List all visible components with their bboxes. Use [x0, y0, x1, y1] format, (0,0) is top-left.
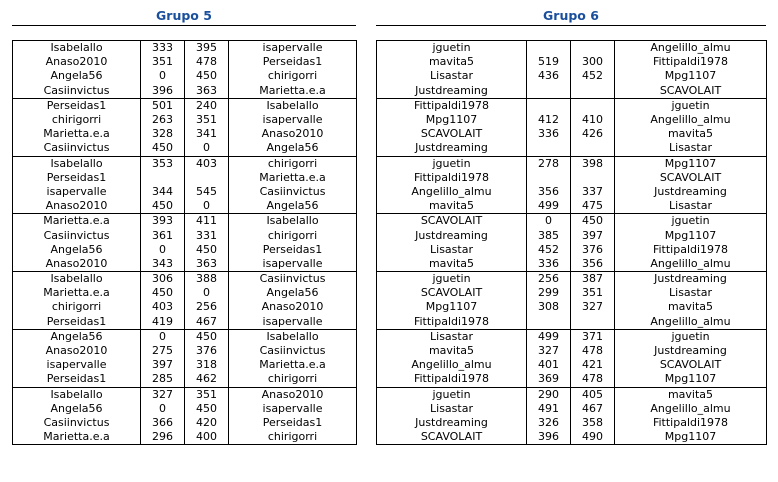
matches-table [376, 40, 767, 445]
match-row [13, 430, 357, 445]
away-score: 450 [185, 243, 229, 257]
home-score: 336 [527, 127, 571, 141]
away-score: 403 [185, 156, 229, 171]
home-player: Lisastar [377, 69, 527, 83]
home-player: mavita5 [377, 55, 527, 69]
home-score: 351 [141, 55, 185, 69]
away-score: 358 [571, 416, 615, 430]
home-player: Fittipaldi1978 [377, 171, 527, 185]
match-row [377, 243, 767, 257]
away-player: Mpg1107 [615, 69, 767, 83]
home-player: SCAVOLAIT [377, 286, 527, 300]
away-player: Isabelallo [229, 98, 357, 113]
match-row [13, 300, 357, 314]
match-row [377, 272, 767, 287]
home-score: 450 [141, 141, 185, 156]
home-score [141, 171, 185, 185]
away-player: Lisastar [615, 286, 767, 300]
home-player: Anaso2010 [13, 344, 141, 358]
away-player: mavita5 [615, 300, 767, 314]
match-row [377, 358, 767, 372]
away-player: chirigorri [229, 156, 357, 171]
away-score: 398 [571, 156, 615, 171]
away-score [571, 84, 615, 99]
away-player: SCAVOLAIT [615, 358, 767, 372]
home-player: chirigorri [13, 300, 141, 314]
home-score: 353 [141, 156, 185, 171]
match-row [13, 55, 357, 69]
home-score [527, 41, 571, 56]
away-score: 356 [571, 257, 615, 272]
away-score: 405 [571, 387, 615, 402]
match-row [13, 84, 357, 99]
match-row [377, 257, 767, 272]
home-score: 343 [141, 257, 185, 272]
home-player: SCAVOLAIT [377, 214, 527, 229]
home-player: Fittipaldi1978 [377, 315, 527, 330]
home-player: Casiinvictus [13, 228, 141, 242]
home-player: jguetin [377, 156, 527, 171]
away-score: 450 [185, 69, 229, 83]
home-score: 263 [141, 113, 185, 127]
home-score: 385 [527, 228, 571, 242]
home-score: 419 [141, 315, 185, 330]
match-row [13, 171, 357, 185]
away-player: Casiinvictus [229, 272, 357, 287]
away-score: 467 [185, 315, 229, 330]
home-player: Anaso2010 [13, 55, 141, 69]
home-score [527, 315, 571, 330]
home-player: Angela56 [13, 402, 141, 416]
home-player: Anaso2010 [13, 199, 141, 214]
away-player: Angelillo_almu [615, 315, 767, 330]
home-score: 299 [527, 286, 571, 300]
home-score: 278 [527, 156, 571, 171]
match-row [13, 243, 357, 257]
home-score: 275 [141, 344, 185, 358]
home-score: 344 [141, 185, 185, 199]
away-score: 400 [185, 430, 229, 445]
home-score: 256 [527, 272, 571, 287]
away-score: 0 [185, 199, 229, 214]
away-score [571, 41, 615, 56]
match-row [13, 214, 357, 229]
away-player: Fittipaldi1978 [615, 55, 767, 69]
away-player: Anaso2010 [229, 127, 357, 141]
away-player: chirigorri [229, 430, 357, 445]
home-player: Isabelallo [13, 41, 141, 56]
away-player: Angelillo_almu [615, 402, 767, 416]
home-score: 501 [141, 98, 185, 113]
match-row [13, 141, 357, 156]
home-score: 401 [527, 358, 571, 372]
group-title: Grupo 5 [156, 8, 212, 23]
home-player: Lisastar [377, 329, 527, 344]
home-score: 290 [527, 387, 571, 402]
home-score: 336 [527, 257, 571, 272]
away-player: Casiinvictus [229, 344, 357, 358]
away-player: Angelillo_almu [615, 41, 767, 56]
away-player: Marietta.e.a [229, 171, 357, 185]
match-row [377, 41, 767, 56]
away-score: 387 [571, 272, 615, 287]
match-row [13, 113, 357, 127]
home-player: jguetin [377, 41, 527, 56]
home-player: mavita5 [377, 257, 527, 272]
away-score: 300 [571, 55, 615, 69]
away-score: 371 [571, 329, 615, 344]
away-score: 318 [185, 358, 229, 372]
home-score: 450 [141, 286, 185, 300]
home-score: 499 [527, 329, 571, 344]
home-score: 396 [141, 84, 185, 99]
home-player: Perseidas1 [13, 98, 141, 113]
away-player: isapervalle [229, 315, 357, 330]
match-row [13, 228, 357, 242]
away-score: 462 [185, 372, 229, 387]
match-row [377, 156, 767, 171]
away-score: 376 [571, 243, 615, 257]
away-score: 351 [185, 387, 229, 402]
away-player: Perseidas1 [229, 243, 357, 257]
match-row [377, 286, 767, 300]
title-divider [12, 25, 356, 26]
title-divider [376, 25, 766, 26]
away-score: 426 [571, 127, 615, 141]
home-score: 0 [527, 214, 571, 229]
match-row [13, 387, 357, 402]
match-row [13, 358, 357, 372]
home-score: 436 [527, 69, 571, 83]
match-row [13, 315, 357, 330]
match-row [377, 315, 767, 330]
home-player: Fittipaldi1978 [377, 372, 527, 387]
match-row [377, 329, 767, 344]
home-score [527, 84, 571, 99]
away-score: 388 [185, 272, 229, 287]
away-player: Marietta.e.a [229, 358, 357, 372]
away-player: chirigorri [229, 69, 357, 83]
home-score: 333 [141, 41, 185, 56]
home-score: 452 [527, 243, 571, 257]
away-player: Isabelallo [229, 214, 357, 229]
away-player: isapervalle [229, 41, 357, 56]
away-player: Mpg1107 [615, 430, 767, 445]
away-player: Mpg1107 [615, 156, 767, 171]
match-row [377, 98, 767, 113]
away-player: Lisastar [615, 141, 767, 156]
away-score: 256 [185, 300, 229, 314]
home-player: Marietta.e.a [13, 286, 141, 300]
away-player: Angela56 [229, 141, 357, 156]
away-score [185, 171, 229, 185]
match-row [13, 402, 357, 416]
match-row [13, 329, 357, 344]
away-player: Casiinvictus [229, 185, 357, 199]
home-score: 0 [141, 329, 185, 344]
away-score: 337 [571, 185, 615, 199]
away-score: 410 [571, 113, 615, 127]
home-player: isapervalle [13, 185, 141, 199]
away-player: chirigorri [229, 372, 357, 387]
away-score: 327 [571, 300, 615, 314]
away-player: isapervalle [229, 113, 357, 127]
away-player: Marietta.e.a [229, 84, 357, 99]
home-player: Angelillo_almu [377, 358, 527, 372]
match-row [377, 387, 767, 402]
home-player: Casiinvictus [13, 141, 141, 156]
home-score [527, 98, 571, 113]
home-player: Anaso2010 [13, 257, 141, 272]
home-player: Isabelallo [13, 156, 141, 171]
home-player: SCAVOLAIT [377, 127, 527, 141]
home-player: Lisastar [377, 402, 527, 416]
home-player: mavita5 [377, 344, 527, 358]
home-player: Perseidas1 [13, 372, 141, 387]
match-row [13, 69, 357, 83]
away-player: Anaso2010 [229, 300, 357, 314]
away-score: 363 [185, 257, 229, 272]
matches-table [12, 40, 357, 445]
home-player: Justdreaming [377, 228, 527, 242]
away-player: SCAVOLAIT [615, 84, 767, 99]
away-score [571, 171, 615, 185]
home-score: 366 [141, 416, 185, 430]
match-row [13, 257, 357, 272]
match-row [377, 214, 767, 229]
home-player: Casiinvictus [13, 84, 141, 99]
away-score: 450 [571, 214, 615, 229]
match-row [377, 300, 767, 314]
home-player: Mpg1107 [377, 300, 527, 314]
match-row [13, 199, 357, 214]
match-row [13, 416, 357, 430]
away-score: 420 [185, 416, 229, 430]
away-player: Justdreaming [615, 185, 767, 199]
away-score: 240 [185, 98, 229, 113]
home-score: 397 [141, 358, 185, 372]
away-score: 376 [185, 344, 229, 358]
match-row [13, 372, 357, 387]
home-player: SCAVOLAIT [377, 430, 527, 445]
away-player: jguetin [615, 98, 767, 113]
match-row [377, 228, 767, 242]
away-score: 475 [571, 199, 615, 214]
home-score: 0 [141, 243, 185, 257]
away-player: jguetin [615, 214, 767, 229]
away-player: isapervalle [229, 257, 357, 272]
match-row [377, 127, 767, 141]
match-row [13, 98, 357, 113]
home-player: chirigorri [13, 113, 141, 127]
home-player: jguetin [377, 272, 527, 287]
away-player: SCAVOLAIT [615, 171, 767, 185]
away-player: Justdreaming [615, 272, 767, 287]
home-score: 0 [141, 69, 185, 83]
away-score: 490 [571, 430, 615, 445]
away-score: 478 [571, 372, 615, 387]
away-score: 450 [185, 402, 229, 416]
home-score: 393 [141, 214, 185, 229]
home-player: Marietta.e.a [13, 127, 141, 141]
away-player: Fittipaldi1978 [615, 416, 767, 430]
home-score: 403 [141, 300, 185, 314]
home-score: 491 [527, 402, 571, 416]
away-player: jguetin [615, 329, 767, 344]
home-score: 296 [141, 430, 185, 445]
home-score: 285 [141, 372, 185, 387]
home-player: isapervalle [13, 358, 141, 372]
match-row [13, 185, 357, 199]
home-player: Angela56 [13, 69, 141, 83]
home-player: Marietta.e.a [13, 430, 141, 445]
home-score: 450 [141, 199, 185, 214]
away-score: 351 [571, 286, 615, 300]
away-score: 467 [571, 402, 615, 416]
away-player: Mpg1107 [615, 228, 767, 242]
away-score: 452 [571, 69, 615, 83]
away-score: 478 [571, 344, 615, 358]
away-player: isapervalle [229, 402, 357, 416]
home-player: mavita5 [377, 199, 527, 214]
match-row [13, 41, 357, 56]
home-player: Perseidas1 [13, 171, 141, 185]
home-score [527, 141, 571, 156]
match-row [377, 55, 767, 69]
home-player: Justdreaming [377, 416, 527, 430]
away-score: 450 [185, 329, 229, 344]
match-row [377, 402, 767, 416]
away-score: 395 [185, 41, 229, 56]
away-score: 545 [185, 185, 229, 199]
match-row [377, 113, 767, 127]
away-score [571, 141, 615, 156]
match-row [377, 171, 767, 185]
home-score: 327 [527, 344, 571, 358]
home-player: Fittipaldi1978 [377, 98, 527, 113]
away-score: 341 [185, 127, 229, 141]
group-title: Grupo 6 [543, 8, 599, 23]
match-row [13, 272, 357, 287]
away-player: Fittipaldi1978 [615, 243, 767, 257]
home-player: Isabelallo [13, 387, 141, 402]
home-score: 327 [141, 387, 185, 402]
away-player: Angelillo_almu [615, 257, 767, 272]
away-score: 0 [185, 286, 229, 300]
home-score: 412 [527, 113, 571, 127]
away-player: Lisastar [615, 199, 767, 214]
home-score: 361 [141, 228, 185, 242]
away-score: 411 [185, 214, 229, 229]
home-player: Angelillo_almu [377, 185, 527, 199]
home-player: Marietta.e.a [13, 214, 141, 229]
away-player: mavita5 [615, 387, 767, 402]
away-score: 331 [185, 228, 229, 242]
match-row [377, 430, 767, 445]
match-row [13, 286, 357, 300]
away-score [571, 315, 615, 330]
away-score [571, 98, 615, 113]
home-score: 396 [527, 430, 571, 445]
match-row [13, 156, 357, 171]
home-score [527, 171, 571, 185]
home-score: 519 [527, 55, 571, 69]
home-score: 369 [527, 372, 571, 387]
home-player: Isabelallo [13, 272, 141, 287]
home-player: Angela56 [13, 329, 141, 344]
away-player: Perseidas1 [229, 55, 357, 69]
home-player: Casiinvictus [13, 416, 141, 430]
home-score: 306 [141, 272, 185, 287]
away-player: Angela56 [229, 199, 357, 214]
match-row [377, 69, 767, 83]
away-player: Anaso2010 [229, 387, 357, 402]
away-player: Justdreaming [615, 344, 767, 358]
home-player: Perseidas1 [13, 315, 141, 330]
match-row [377, 141, 767, 156]
match-row [377, 84, 767, 99]
away-score: 351 [185, 113, 229, 127]
away-player: chirigorri [229, 228, 357, 242]
home-player: Mpg1107 [377, 113, 527, 127]
away-player: Mpg1107 [615, 372, 767, 387]
match-row [377, 372, 767, 387]
home-player: Lisastar [377, 243, 527, 257]
away-score: 478 [185, 55, 229, 69]
home-score: 328 [141, 127, 185, 141]
match-row [13, 127, 357, 141]
match-row [377, 416, 767, 430]
home-score: 308 [527, 300, 571, 314]
match-row [377, 185, 767, 199]
away-player: mavita5 [615, 127, 767, 141]
match-row [13, 344, 357, 358]
away-score: 363 [185, 84, 229, 99]
away-score: 0 [185, 141, 229, 156]
away-player: Isabelallo [229, 329, 357, 344]
match-row [377, 344, 767, 358]
away-player: Perseidas1 [229, 416, 357, 430]
match-row [377, 199, 767, 214]
home-score: 326 [527, 416, 571, 430]
home-score: 0 [141, 402, 185, 416]
home-player: Justdreaming [377, 141, 527, 156]
away-score: 397 [571, 228, 615, 242]
home-score: 356 [527, 185, 571, 199]
home-score: 499 [527, 199, 571, 214]
away-player: Angela56 [229, 286, 357, 300]
away-player: Angelillo_almu [615, 113, 767, 127]
home-player: jguetin [377, 387, 527, 402]
away-score: 421 [571, 358, 615, 372]
home-player: Justdreaming [377, 84, 527, 99]
home-player: Angela56 [13, 243, 141, 257]
